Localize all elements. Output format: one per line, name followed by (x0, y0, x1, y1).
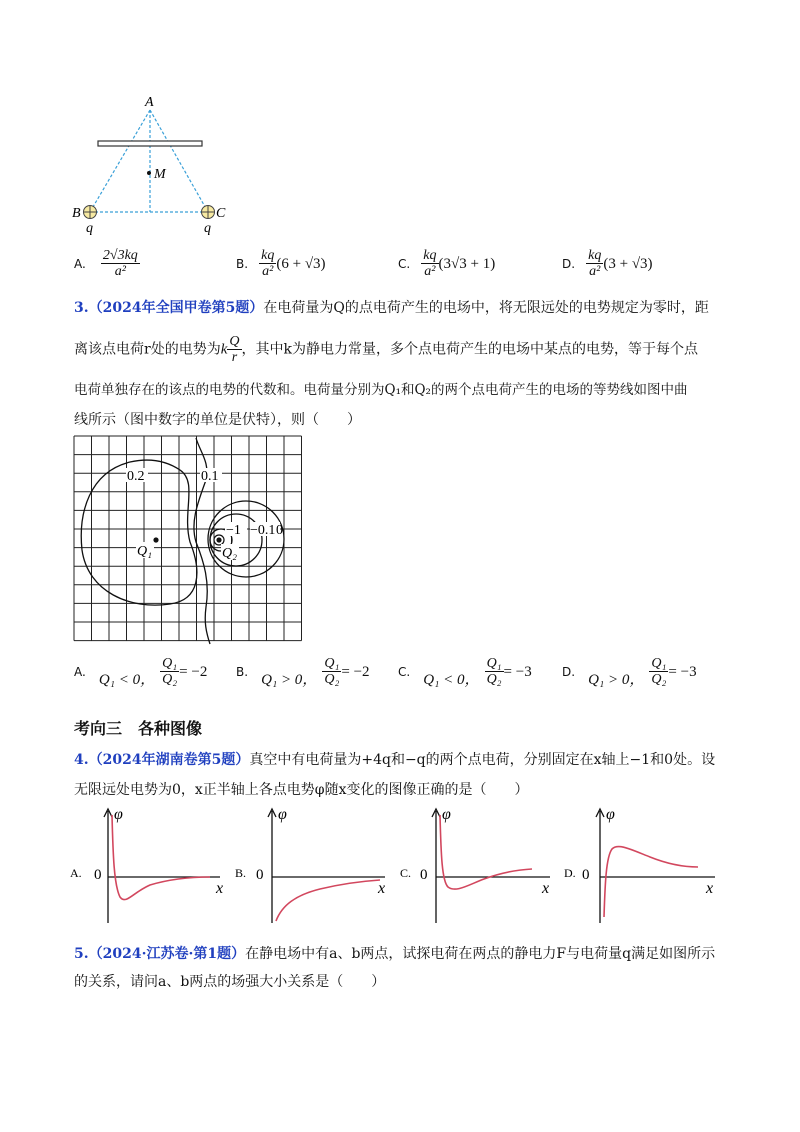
rod (98, 141, 202, 146)
q3-line4: 线所示（图中数字的单位是伏特），则（ ） (74, 412, 361, 428)
q3-option-a[interactable]: A. Q₁ < 0， $\frac{\text{Q₁}}{\text{Q₂}}$ = −2 (74, 656, 208, 688)
q5-line2: 的关系，请问a、b两点的场强大小关系是（ ） (74, 974, 386, 990)
charge-q1-dot (153, 537, 158, 542)
svg-text:B.: B. (235, 866, 247, 880)
charge-q2-dot (216, 537, 221, 542)
graph-c-curve (440, 815, 532, 889)
grid (74, 436, 302, 641)
q3-option-d[interactable]: D. Q₁ > 0， $\frac{\text{Q₁}}{\text{Q₂}}$ = −3 (562, 656, 697, 688)
svg-text:φ: φ (442, 806, 451, 823)
q3-line3: 电荷单独存在的该点的电势的代数和。电荷量分别为Q₁和Q₂的两个点电荷产生的电场的等势线如图中曲 (74, 382, 688, 398)
option-d-fraction: $\frac{kq}{\text{a²}}$ (588, 248, 602, 279)
option-c-fraction: $\frac{kq}{\text{a²}}$ (423, 248, 437, 279)
svg-text:D.: D. (564, 866, 576, 880)
charge-b-label: q (86, 221, 93, 236)
svg-text:C.: C. (400, 866, 412, 880)
point-m (147, 171, 151, 175)
svg-text:x: x (542, 880, 550, 897)
svg-text:φ: φ (278, 806, 287, 823)
charge-c-label: q (204, 221, 211, 236)
q3-line2: 离该点电荷r处的电势为k $\frac{Q}{r}$ ，其中k为静电力常量，多个点电荷产生的电场中某点的电势，等于每个点 (74, 334, 698, 365)
q3-line1: 3.（2024年全国甲卷第5题）在电荷量为Q的点电荷产生的电场中，将无限远处的电势规定为零时，距 (74, 300, 709, 316)
label-a: A (145, 95, 154, 110)
svg-text:0: 0 (582, 867, 590, 883)
label-q2: Q₂ (222, 546, 237, 561)
label-0: 0 (276, 523, 283, 538)
option-b-fraction: $\frac{kq}{\text{a²}}$ (261, 248, 275, 279)
side-ac (150, 110, 208, 212)
q2-option-c[interactable]: C. $\frac{kq}{\text{a²}}$ (3√3 + 1) (398, 248, 496, 279)
q4-line2: 无限远处电势为0，x正半轴上各点电势φ随x变化的图像正确的是（ ） (74, 782, 529, 798)
svg-text:x: x (216, 880, 224, 897)
graph-d-curve (604, 847, 698, 917)
graph-a[interactable] (70, 806, 223, 923)
q4-graphs (70, 805, 730, 930)
svg-text:0: 0 (94, 867, 102, 883)
label-0.1: 0.1 (201, 469, 219, 484)
equipotential-figure (70, 432, 310, 647)
label-b: B (72, 206, 81, 221)
graph-c[interactable] (400, 806, 550, 923)
svg-text:0: 0 (420, 867, 428, 883)
q3-option-c[interactable]: C. Q₁ < 0， $\frac{\text{Q₁}}{\text{Q₂}}$ = −3 (398, 656, 532, 688)
label-neg1: −1 (226, 523, 241, 538)
q2-option-a[interactable]: A. $\frac{2√3kq}{\text{a²}}$ (74, 248, 138, 279)
label-neg0.1: −0.1 (250, 523, 276, 538)
side-ab (90, 110, 150, 212)
q3-option-b[interactable]: B. Q₁ > 0， $\frac{\text{Q₁}}{\text{Q₂}}$ = −2 (236, 656, 370, 688)
label-m: M (154, 167, 166, 182)
svg-text:x: x (706, 880, 714, 897)
svg-text:A.: A. (70, 866, 82, 880)
svg-text:φ: φ (606, 806, 615, 823)
graph-a-curve (112, 815, 210, 900)
graph-b[interactable] (235, 806, 385, 923)
label-q1: Q₁ (137, 544, 152, 559)
graph-b-curve (276, 880, 380, 921)
svg-text:x: x (378, 880, 386, 897)
triangle-figure (70, 90, 240, 240)
label-c: C (216, 206, 226, 221)
label-0.2: 0.2 (127, 469, 145, 484)
section-heading: 考向三 各种图像 (74, 719, 203, 738)
graph-d[interactable] (564, 806, 715, 923)
svg-text:φ: φ (114, 806, 123, 823)
q2-option-d[interactable]: D. $\frac{kq}{\text{a²}}$ (3 + √3) (562, 248, 653, 279)
q2-option-b[interactable]: B. $\frac{kq}{\text{a²}}$ (6 + √3) (236, 248, 326, 279)
potential-formula: $\frac{Q}{r}$ (229, 334, 240, 365)
q4-line1: 4.（2024年湖南卷第5题）真空中有电荷量为+4q和−q的两个点电荷，分别固定在x轴上−1和0处。设 (74, 752, 716, 768)
svg-text:0: 0 (256, 867, 264, 883)
q5-line1: 5.（2024·江苏卷·第1题）在静电场中有a、b两点，试探电荷在两点的静电力F与电荷量q满足如图所示 (74, 946, 716, 962)
option-a-fraction: $\frac{2√3kq}{\text{a²}}$ (102, 248, 138, 279)
